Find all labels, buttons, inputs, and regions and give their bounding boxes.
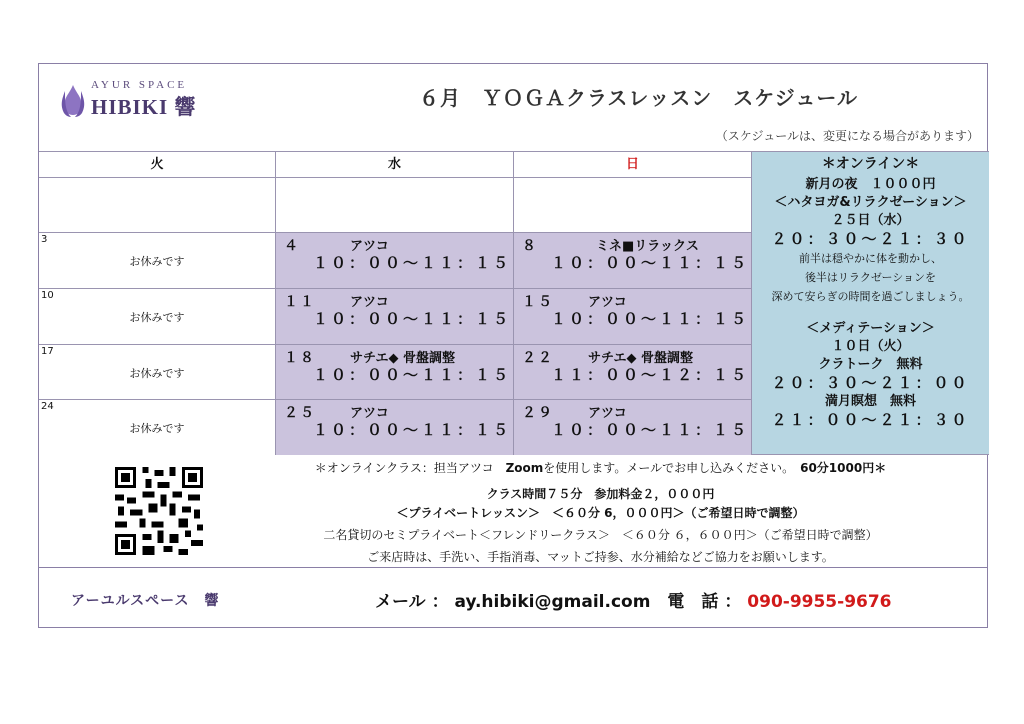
closed-label: お休みです xyxy=(129,422,185,435)
class-time: １０：００〜１１：１５ xyxy=(312,254,511,272)
day-number: ４ xyxy=(284,238,300,254)
online-line: ＜ハタヨガ&リラクゼーション＞ xyxy=(774,195,967,210)
online-classes-panel xyxy=(752,151,989,455)
phone-label: 電 話 ： xyxy=(650,592,748,612)
sunday-class xyxy=(514,233,752,289)
header xyxy=(39,64,987,151)
info-text: ＊オンラインクラス：担当アツコ xyxy=(314,461,506,475)
info-text: Zoom xyxy=(505,461,544,475)
qr-code-icon[interactable] xyxy=(115,467,203,555)
info-friendly-class: 二名貸切のセミプライベート＜フレンドリークラス＞ ＜６０分 ６，６００円＞（ご希望日時で調整） xyxy=(323,528,878,542)
class-teacher: アツコ xyxy=(350,406,389,421)
blank-cell xyxy=(514,178,752,233)
day-number: １１ xyxy=(284,294,316,310)
page-title: ６月 ＹＯＧＡクラスレッスン スケジュール xyxy=(419,86,858,110)
mail-label: メール ： xyxy=(375,592,455,612)
schedule-sheet xyxy=(38,63,988,628)
tuesday-cell xyxy=(39,233,276,289)
online-time: ２０：３０〜２１：３０ xyxy=(771,230,970,248)
online-line: ２５日（水） xyxy=(831,213,910,228)
schedule-note: （スケジュールは、変更になる場合があります） xyxy=(715,129,979,143)
online-line: 新月の夜 １０００円 xyxy=(805,177,936,192)
wednesday-class xyxy=(276,345,514,400)
logo xyxy=(59,79,229,129)
class-time: １０：００〜１１：１５ xyxy=(550,310,749,328)
day-number: ２２ xyxy=(522,350,554,366)
class-teacher: アツコ xyxy=(350,239,389,254)
online-description: 深めて安らぎの時間を過ごしましょう。 xyxy=(771,290,970,303)
online-header: ＊オンライン＊ xyxy=(821,156,920,172)
online-line: １０日（火） xyxy=(831,339,910,354)
logo-line2: HIBIKI 響 xyxy=(91,95,197,119)
info-class-fee: クラス時間７５分 参加料金２，０００円 xyxy=(486,487,715,501)
info-section xyxy=(39,455,987,568)
class-teacher: ミネ■リラックス xyxy=(596,239,699,254)
class-teacher: サチエ◆ 骨盤調整 xyxy=(588,351,694,366)
blank-cell xyxy=(276,178,514,233)
wednesday-class xyxy=(276,233,514,289)
online-line: ＜メディテーション＞ xyxy=(806,321,935,336)
online-line: クラトーク 無料 xyxy=(818,357,923,372)
day-number: 17 xyxy=(41,346,54,357)
closed-label: お休みです xyxy=(129,255,185,268)
wednesday-class xyxy=(276,400,514,455)
day-number: ２５ xyxy=(284,405,316,421)
tuesday-cell xyxy=(39,400,276,455)
contact-info xyxy=(375,587,892,612)
info-text: 60分1000円＊ xyxy=(800,461,887,475)
day-number: ２９ xyxy=(522,405,554,421)
day-number: １５ xyxy=(522,294,554,310)
day-header-sun: 日 xyxy=(514,151,752,178)
info-text: を使用します。メールでお申し込みください。 xyxy=(543,461,801,475)
phone-number[interactable]: 090-9955-9676 xyxy=(747,592,892,612)
class-teacher: サチエ◆ 骨盤調整 xyxy=(350,351,456,366)
day-header-wed: 水 xyxy=(276,151,514,178)
studio-name: アーユルスペース 響 xyxy=(71,593,220,609)
lotus-flame-icon xyxy=(59,83,87,119)
day-number: ８ xyxy=(522,238,538,254)
closed-label: お休みです xyxy=(129,367,185,380)
online-description: 後半はリラクゼーションを xyxy=(804,271,937,284)
day-number: １８ xyxy=(284,350,316,366)
class-time: １０：００〜１１：１５ xyxy=(550,421,749,439)
blank-cell xyxy=(39,178,276,233)
online-time: ２０：３０〜２１：００ xyxy=(771,374,970,392)
day-number: 24 xyxy=(41,401,54,412)
online-line: 満月瞑想 無料 xyxy=(824,394,916,409)
day-header-tue: 火 xyxy=(39,151,276,178)
wednesday-class xyxy=(276,289,514,345)
sunday-class xyxy=(514,400,752,455)
class-time: １０：００〜１１：１５ xyxy=(312,421,511,439)
class-time: １０：００〜１１：１５ xyxy=(312,310,511,328)
tuesday-cell xyxy=(39,345,276,400)
class-time: １０：００〜１１：１５ xyxy=(312,366,511,384)
online-description: 前半は穏やかに体を動かし、 xyxy=(799,252,942,265)
online-time: ２１：００〜２１：３０ xyxy=(771,411,970,429)
class-time: １１：００〜１２：１５ xyxy=(550,366,749,384)
email-link[interactable]: ay.hibiki@gmail.com xyxy=(454,592,651,612)
info-online-line xyxy=(214,459,987,476)
sunday-class xyxy=(514,289,752,345)
info-visit-note: ご来店時は、手洗い、手指消毒、マットご持参、水分補給などご協力をお願いします。 xyxy=(367,550,834,564)
day-number: 10 xyxy=(41,290,54,301)
tuesday-cell xyxy=(39,289,276,345)
closed-label: お休みです xyxy=(129,311,185,324)
day-number: 3 xyxy=(41,234,48,245)
class-time: １０：００〜１１：１５ xyxy=(550,254,749,272)
sunday-class xyxy=(514,345,752,400)
logo-line1: AYUR SPACE xyxy=(91,79,188,91)
footer xyxy=(39,568,987,628)
class-teacher: アツコ xyxy=(588,295,627,310)
class-teacher: アツコ xyxy=(588,406,627,421)
info-private-lesson: ＜プライベートレッスン＞ ＜６０分 6，０００円＞（ご希望日時で調整） xyxy=(396,506,805,520)
class-teacher: アツコ xyxy=(350,295,389,310)
